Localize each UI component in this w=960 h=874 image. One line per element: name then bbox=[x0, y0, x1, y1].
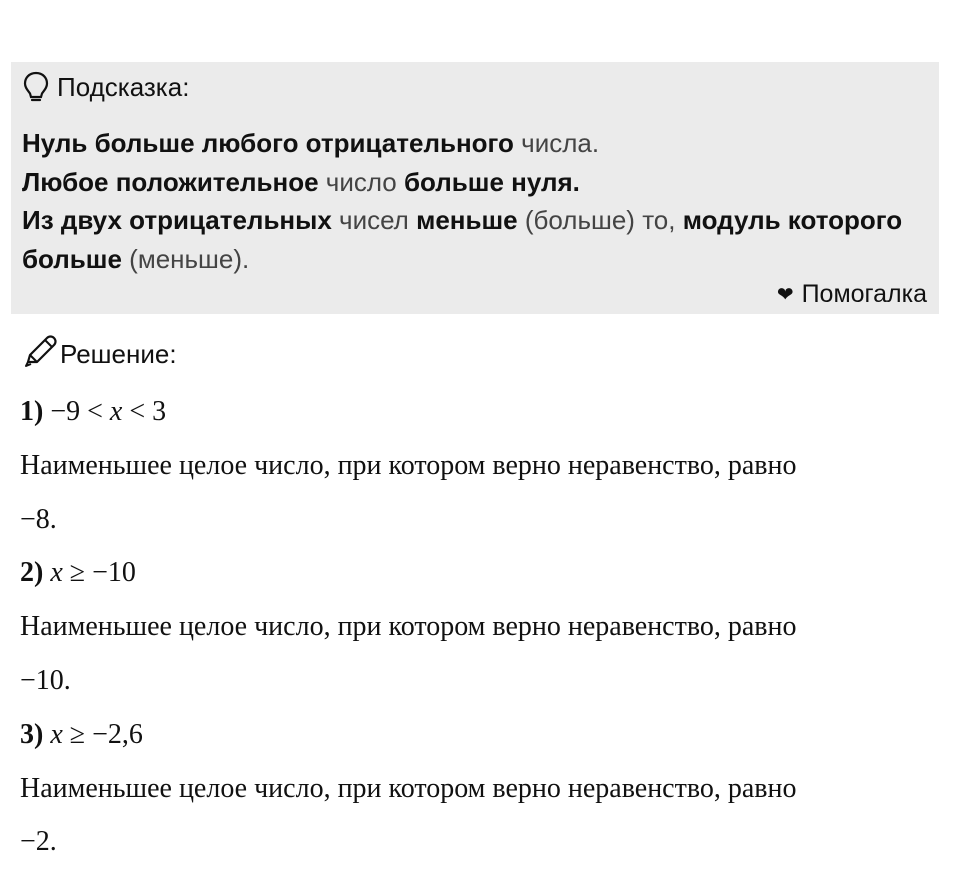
hint-normal-text: (меньше). bbox=[121, 243, 250, 274]
hint-header bbox=[23, 70, 189, 104]
hint-line bbox=[22, 124, 921, 163]
hint-normal-text: числа. bbox=[513, 128, 600, 158]
expression-part: ≥ −2,6 bbox=[62, 718, 143, 750]
hint-bold-text: модуль которого bbox=[682, 205, 903, 235]
hint-bold-text: больше нуля. bbox=[404, 166, 580, 197]
hint-bold-text: Любое положительное bbox=[22, 166, 319, 197]
solution-item-3-expression bbox=[20, 713, 920, 767]
heart-icon: ❤ bbox=[776, 284, 794, 306]
solution-item-1-text: Наименьшее целое число, при котором верно неравенство, равно bbox=[20, 449, 797, 481]
pencil-icon bbox=[22, 334, 58, 375]
variable: x bbox=[50, 557, 63, 589]
hint-title: Подсказка: bbox=[57, 71, 190, 102]
solution-item-2-expression bbox=[20, 551, 920, 605]
solution-item-3-answer: −2. bbox=[20, 826, 57, 858]
lightbulb-icon bbox=[23, 71, 49, 103]
item-number: 2) bbox=[20, 557, 44, 589]
hint-normal-text: (больше) то, bbox=[517, 205, 683, 235]
solution-item-3-text: Наименьшее целое число, при котором верно неравенство, равно bbox=[20, 772, 797, 804]
hint-line bbox=[22, 163, 921, 202]
expression-part: −9 < bbox=[43, 396, 110, 427]
solution-header bbox=[22, 336, 177, 372]
solution-item-2-answer: −10. bbox=[20, 664, 71, 696]
solution-item-1-answer: −8. bbox=[20, 503, 57, 535]
expression-part: ≥ −10 bbox=[62, 557, 136, 589]
hint-bold-text: меньше bbox=[416, 205, 518, 235]
variable: x bbox=[50, 718, 63, 750]
hint-normal-text: чисел bbox=[331, 205, 417, 235]
hint-bold-text: Нуль больше любого отрицательного bbox=[22, 128, 514, 158]
hint-box bbox=[11, 62, 939, 314]
solution-body bbox=[20, 390, 920, 874]
pomogalka-link[interactable] bbox=[777, 280, 927, 309]
hint-bold-text: Из двух отрицательных bbox=[22, 205, 332, 235]
hint-bold-text: больше bbox=[22, 243, 122, 274]
hint-normal-text: число bbox=[318, 166, 404, 197]
expression-part: < 3 bbox=[122, 396, 167, 427]
item-number: 1) bbox=[20, 396, 44, 427]
hint-line bbox=[22, 240, 921, 279]
hint-text bbox=[22, 124, 921, 278]
solution-item-2-text: Наименьшее целое число, при котором верно неравенство, равно bbox=[20, 611, 797, 643]
solution-item-1-expression bbox=[20, 390, 920, 444]
hint-line bbox=[22, 201, 921, 240]
pomogalka-label: Помогалка bbox=[801, 280, 927, 308]
solution-title: Решение: bbox=[60, 338, 177, 369]
variable: x bbox=[109, 396, 123, 427]
item-number: 3) bbox=[20, 718, 44, 750]
